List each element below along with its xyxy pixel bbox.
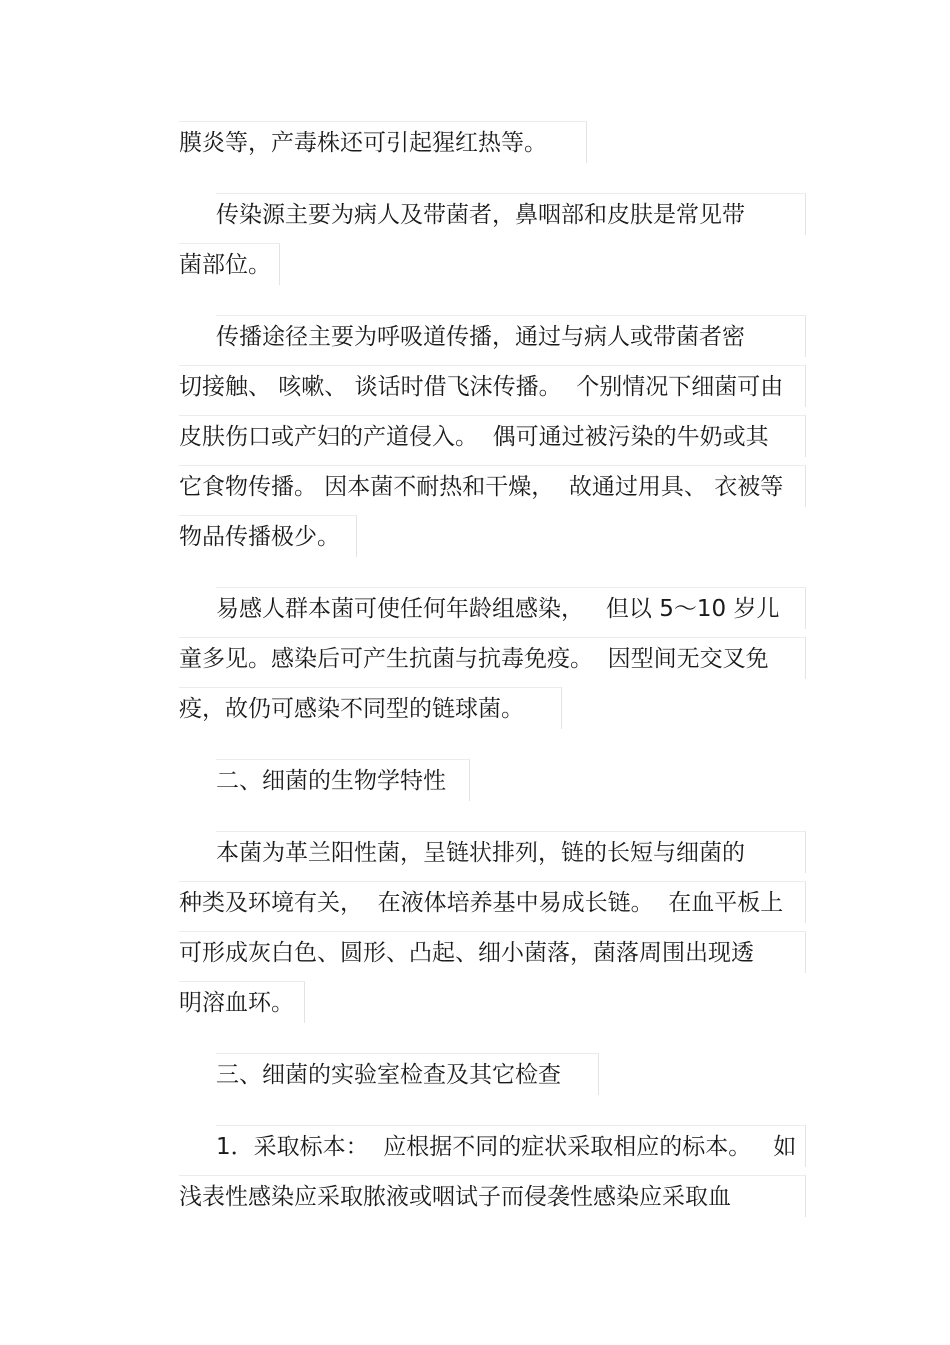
- text-line-19: 浅表性感染应采取脓液或咽试子而侵袭性感染应采取血: [179, 1175, 806, 1217]
- text-line-10: 童多见。感染后可产生抗菌与抗毒免疫。 因型间无交叉免: [179, 637, 806, 679]
- text-line-5: 切接触、 咳嗽、 谈话时借飞沫传播。 个别情况下细菌可由: [179, 365, 806, 407]
- text-line-4: 传播途径主要为呼吸道传播，通过与病人或带菌者密: [216, 315, 806, 357]
- section-heading-3: 三、细菌的实验室检查及其它检查: [216, 1053, 599, 1095]
- text-line-2: 传染源主要为病人及带菌者，鼻咽部和皮肤是常见带: [216, 193, 806, 235]
- section-heading-2: 二、细菌的生物学特性: [216, 759, 470, 801]
- text-line-15: 可形成灰白色、圆形、凸起、细小菌落，菌落周围出现透: [179, 931, 806, 973]
- text-line-1: 膜炎等，产毒株还可引起猩红热等。: [179, 121, 587, 163]
- text-line-3: 菌部位。: [179, 243, 280, 285]
- text-line-7: 它食物传播。 因本菌不耐热和干燥， 故通过用具、 衣被等: [179, 465, 806, 507]
- text-line-8: 物品传播极少。: [179, 515, 357, 557]
- text-line-14: 种类及环境有关， 在液体培养基中易成长链。 在血平板上: [179, 881, 806, 923]
- text-line-18: 1．采取标本： 应根据不同的症状采取相应的标本。 如: [216, 1125, 806, 1167]
- text-line-6: 皮肤伤口或产妇的产道侵入。 偶可通过被污染的牛奶或其: [179, 415, 806, 457]
- text-line-16: 明溶血环。: [179, 981, 305, 1023]
- text-line-13: 本菌为革兰阳性菌，呈链状排列，链的长短与细菌的: [216, 831, 806, 873]
- text-line-11: 疫，故仍可感染不同型的链球菌。: [179, 687, 562, 729]
- text-line-9: 易感人群本菌可使任何年龄组感染， 但以 5～10 岁儿: [216, 587, 806, 629]
